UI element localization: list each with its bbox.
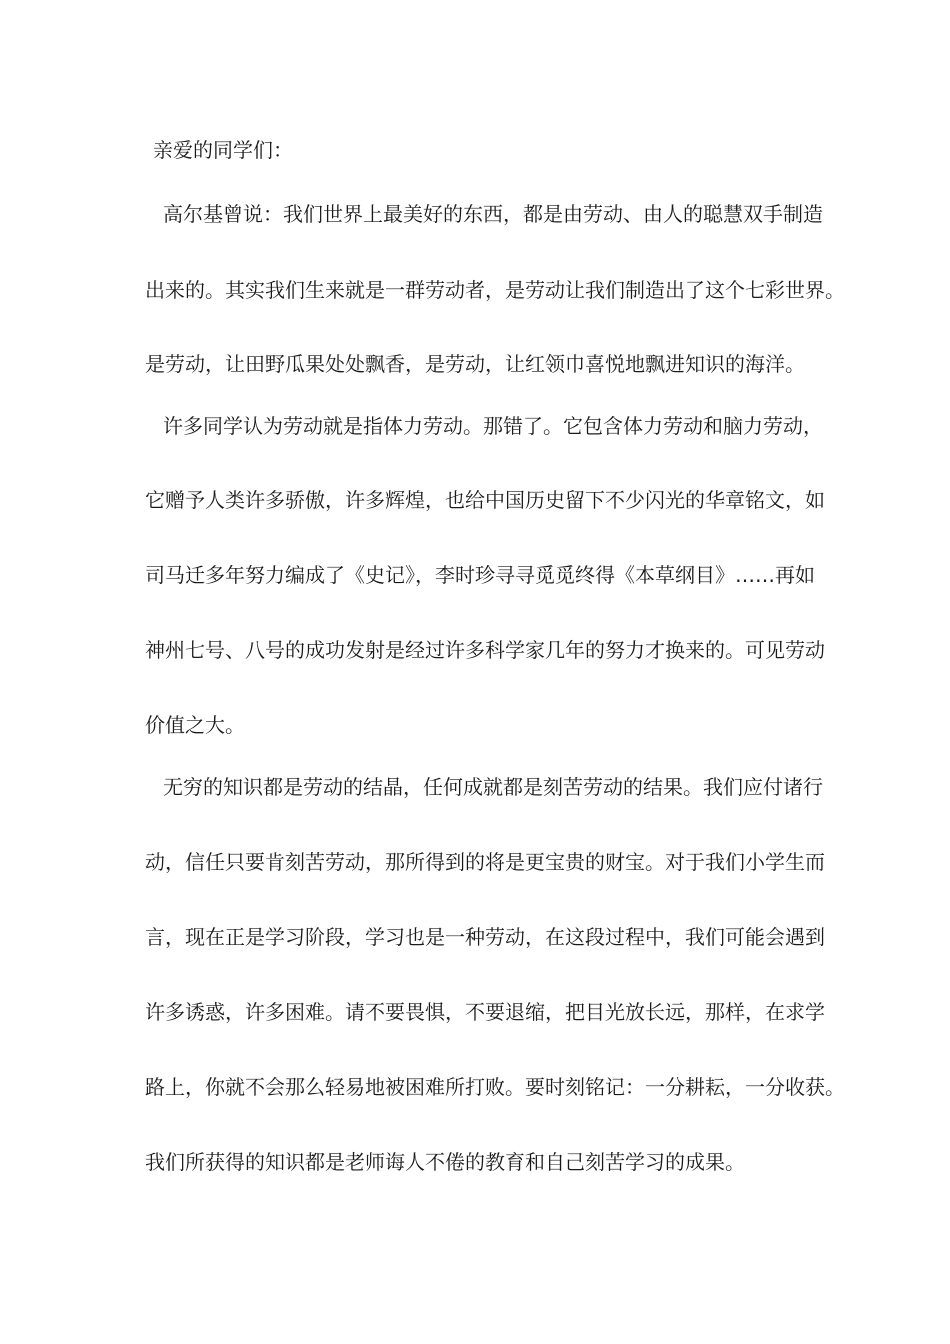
paragraph-3-line-3: 言，现在正是学习阶段，学习也是一种劳动，在这段过程中，我们可能会遇到	[145, 925, 825, 949]
greeting: 亲爱的同学们：	[153, 138, 293, 162]
paragraph-1-line-2: 出来的。其实我们生来就是一群劳动者，是劳动让我们制造出了这个七彩世界。	[145, 278, 845, 302]
paragraph-2-line-2: 它赠予人类许多骄傲，许多辉煌，也给中国历史留下不少闪光的华章铭文，如	[145, 488, 825, 512]
paragraph-3-line-2: 动，信任只要肯刻苦劳动，那所得到的将是更宝贵的财宝。对于我们小学生而	[145, 850, 825, 874]
paragraph-3-line-5: 路上，你就不会那么轻易地被困难所打败。要时刻铭记：一分耕耘，一分收获。	[145, 1075, 845, 1099]
paragraph-1-line-3: 是劳动，让田野瓜果处处飘香，是劳动，让红领巾喜悦地飘进知识的海洋。	[145, 352, 805, 376]
paragraph-2-line-3: 司马迁多年努力编成了《史记》，李时珍寻寻觅觅终得《本草纲目》……再如	[145, 563, 815, 587]
paragraph-3-line-4: 许多诱惑，许多困难。请不要畏惧，不要退缩，把目光放长远，那样，在求学	[145, 1000, 825, 1024]
paragraph-3-line-1: 无穷的知识都是劳动的结晶，任何成就都是刻苦劳动的结果。我们应付诸行	[163, 775, 823, 799]
paragraph-2-line-1: 许多同学认为劳动就是指体力劳动。那错了。它包含体力劳动和脑力劳动，	[163, 414, 823, 438]
paragraph-1-line-1: 高尔基曾说：我们世界上最美好的东西，都是由劳动、由人的聪慧双手制造	[163, 202, 823, 226]
paragraph-3-line-6: 我们所获得的知识都是老师诲人不倦的教育和自己刻苦学习的成果。	[145, 1150, 745, 1174]
paragraph-2-line-5: 价值之大。	[145, 713, 245, 737]
paragraph-2-line-4: 神州七号、八号的成功发射是经过许多科学家几年的努力才换来的。可见劳动	[145, 638, 825, 662]
